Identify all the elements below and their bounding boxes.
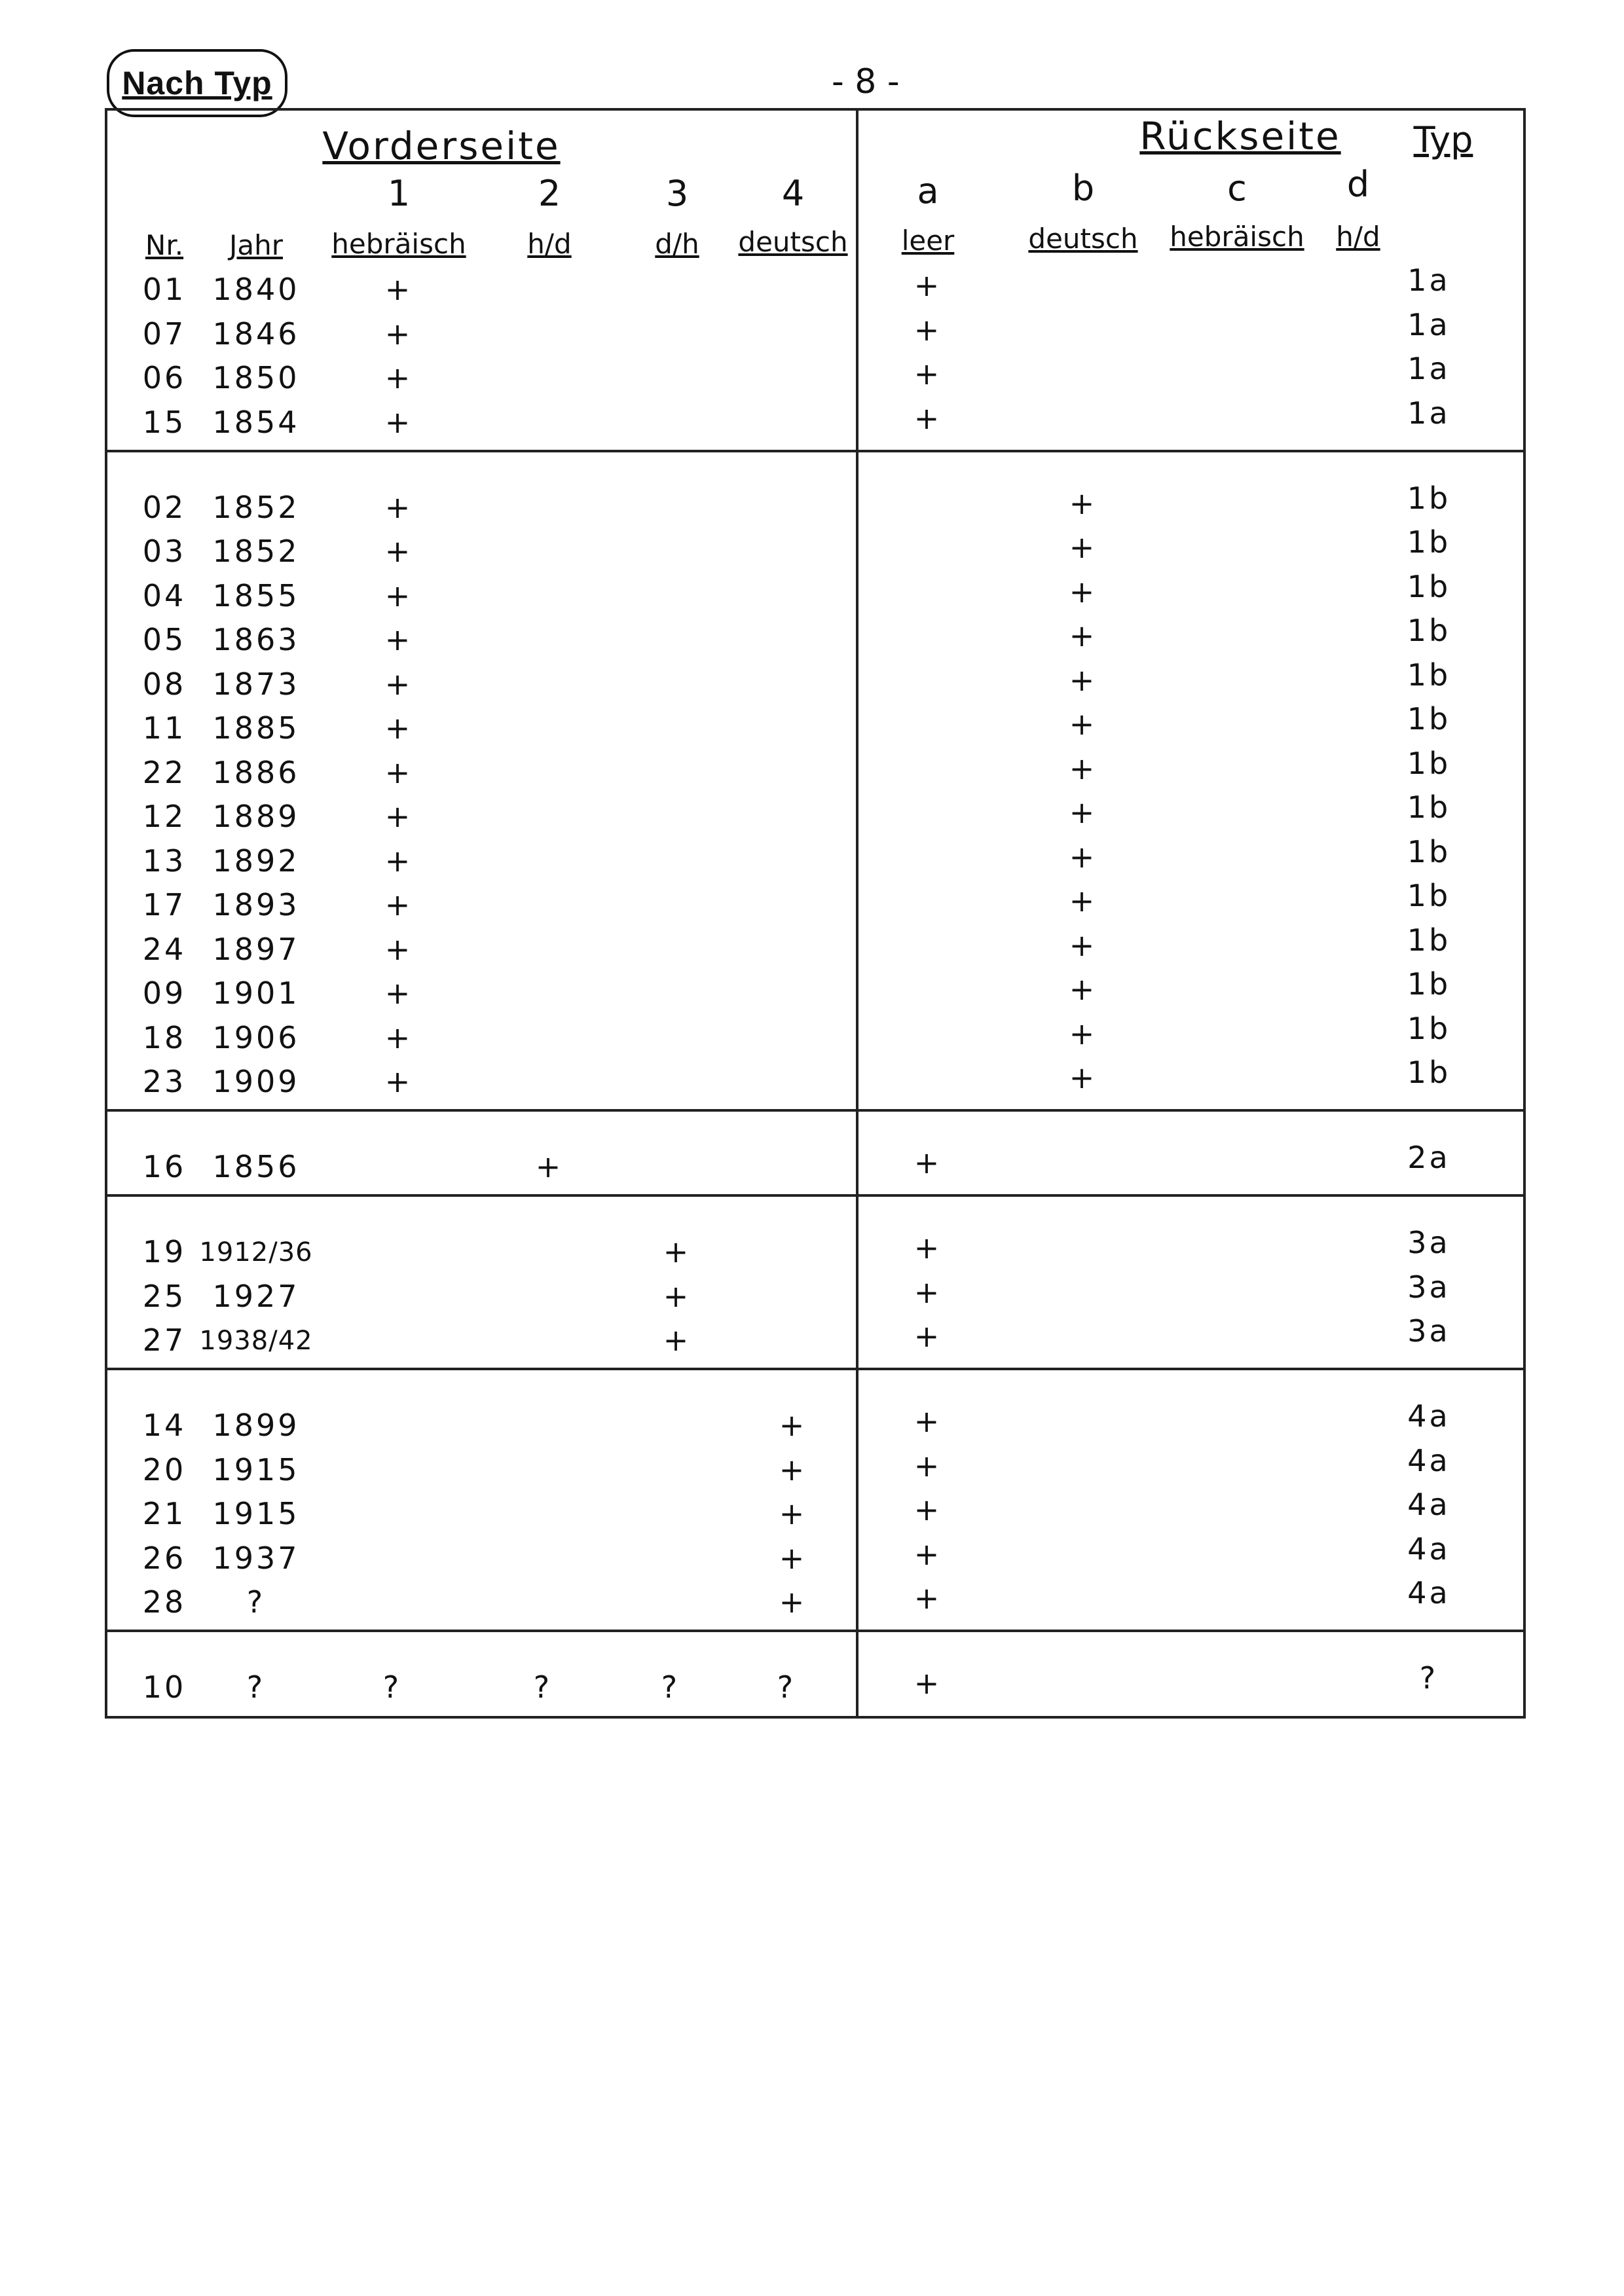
row-jahr: 1897 [212, 931, 300, 967]
front-plus-mark: + [384, 489, 413, 525]
back-plus-mark: + [1069, 972, 1098, 1007]
row-nr: 04 [142, 577, 187, 613]
row-nr: 09 [142, 975, 187, 1011]
back-hd-header: h/d [1336, 221, 1380, 253]
row-jahr: 1850 [212, 360, 300, 395]
row-typ: 1b [1407, 790, 1451, 825]
row-typ: ? [1419, 1660, 1439, 1696]
hebraisch-header: hebräisch [331, 228, 466, 260]
back-plus-mark: + [913, 356, 942, 392]
row-typ: 1b [1407, 524, 1451, 560]
front-col-4: 4 [781, 173, 805, 214]
front-unknown-mark: ? [661, 1669, 680, 1705]
back-plus-mark: + [1069, 927, 1098, 963]
group-divider [107, 1109, 1523, 1112]
row-nr: 02 [142, 489, 187, 525]
back-plus-mark: + [1069, 750, 1098, 786]
back-plus-mark: + [1069, 662, 1098, 698]
front-plus-mark: + [384, 534, 413, 569]
row-nr: 17 [142, 887, 187, 922]
back-plus-mark: + [1069, 1060, 1098, 1095]
row-typ: 1b [1407, 833, 1451, 869]
row-typ: 1a [1407, 395, 1450, 431]
front-plus-mark: + [384, 710, 413, 746]
front-plus-mark: + [779, 1408, 807, 1443]
front-plus-mark: + [384, 577, 413, 613]
front-plus-mark: + [384, 272, 413, 307]
group-divider [107, 450, 1523, 452]
row-nr: 26 [142, 1540, 187, 1576]
row-jahr: 1899 [212, 1408, 300, 1443]
front-unknown-mark: ? [382, 1669, 402, 1705]
back-plus-mark: + [1069, 485, 1098, 521]
row-nr: 11 [142, 710, 187, 746]
row-nr: 24 [142, 931, 187, 967]
row-typ: 1a [1407, 306, 1450, 342]
row-typ: 1a [1407, 351, 1450, 386]
row-typ: 1b [1407, 966, 1451, 1002]
back-col-b: b [1071, 168, 1095, 209]
row-nr: 15 [142, 404, 187, 440]
back-hebraisch-header: hebräisch [1170, 221, 1304, 253]
row-jahr: 1901 [212, 975, 300, 1011]
row-jahr: 1863 [212, 622, 300, 657]
front-plus-mark: + [779, 1496, 807, 1531]
back-plus-mark: + [1069, 574, 1098, 610]
row-jahr: 1909 [212, 1064, 300, 1099]
hd-header: h/d [527, 228, 572, 260]
row-jahr: 1892 [212, 843, 300, 879]
front-plus-mark: + [384, 843, 413, 879]
back-col-d: d [1346, 164, 1370, 205]
row-jahr: 1854 [212, 404, 300, 440]
front-plus-mark: + [384, 931, 413, 967]
row-nr: 16 [142, 1149, 187, 1184]
row-typ: 4a [1407, 1398, 1450, 1434]
back-plus-mark: + [913, 1319, 942, 1354]
back-plus-mark: + [913, 1274, 942, 1310]
row-typ: 1b [1407, 657, 1451, 693]
back-plus-mark: + [1069, 706, 1098, 742]
front-plus-mark: + [663, 1278, 692, 1314]
row-nr: 10 [142, 1669, 187, 1705]
front-plus-mark: + [779, 1451, 807, 1487]
row-jahr: 1852 [212, 534, 300, 569]
front-plus-mark: + [384, 975, 413, 1011]
back-plus-mark: + [913, 268, 942, 303]
row-typ: 4a [1407, 1487, 1450, 1522]
front-plus-mark: + [535, 1149, 564, 1184]
row-jahr: 1912/36 [199, 1237, 313, 1267]
back-plus-mark: + [1069, 795, 1098, 830]
row-nr: 03 [142, 534, 187, 569]
back-plus-mark: + [913, 1448, 942, 1484]
back-plus-mark: + [913, 1492, 942, 1527]
nr-header: Nr. [145, 229, 184, 261]
front-unknown-mark: ? [777, 1669, 796, 1705]
row-jahr: 1937 [212, 1540, 300, 1576]
row-typ: 1b [1407, 922, 1451, 958]
row-typ: 4a [1407, 1575, 1450, 1611]
back-plus-mark: + [1069, 1015, 1098, 1051]
row-jahr: 1906 [212, 1019, 300, 1055]
row-typ: 1a [1407, 263, 1450, 298]
row-jahr: ? [246, 1584, 266, 1620]
leer-header: leer [901, 225, 955, 257]
row-typ: 2a [1407, 1140, 1450, 1175]
row-typ: 4a [1407, 1531, 1450, 1567]
row-nr: 28 [142, 1584, 187, 1620]
row-nr: 18 [142, 1019, 187, 1055]
back-plus-mark: + [913, 1580, 942, 1616]
type-label-box [107, 49, 287, 117]
front-plus-mark: + [384, 404, 413, 440]
type-table [105, 108, 1526, 1719]
row-nr: 23 [142, 1064, 187, 1099]
back-plus-mark: + [913, 1230, 942, 1266]
row-typ: 1b [1407, 1055, 1451, 1090]
front-back-divider [856, 111, 858, 1716]
row-nr: 08 [142, 666, 187, 702]
row-nr: 05 [142, 622, 187, 657]
back-plus-mark: + [1069, 618, 1098, 653]
row-nr: 19 [142, 1234, 187, 1269]
row-typ: 3a [1407, 1225, 1450, 1260]
row-typ: 3a [1407, 1313, 1450, 1349]
front-col-2: 2 [538, 173, 561, 214]
row-nr: 06 [142, 360, 187, 395]
deutsch-header: deutsch [738, 226, 848, 258]
back-plus-mark: + [1069, 883, 1098, 919]
row-nr: 21 [142, 1496, 187, 1531]
typ-title: Typ [1413, 119, 1473, 160]
front-plus-mark: + [779, 1584, 807, 1620]
row-jahr: 1846 [212, 316, 300, 352]
type-label: Nach Typ [122, 65, 272, 101]
row-typ: 1b [1407, 613, 1451, 648]
back-plus-mark: + [1069, 839, 1098, 875]
front-plus-mark: + [384, 666, 413, 702]
row-jahr: 1927 [212, 1278, 300, 1314]
row-jahr: 1856 [212, 1149, 300, 1184]
page-number: - 8 - [832, 62, 900, 101]
row-jahr: 1852 [212, 489, 300, 525]
row-nr: 14 [142, 1408, 187, 1443]
row-jahr: ? [246, 1669, 266, 1705]
back-plus-mark: + [913, 1536, 942, 1572]
front-unknown-mark: ? [533, 1669, 553, 1705]
front-col-3: 3 [665, 173, 689, 214]
front-plus-mark: + [663, 1322, 692, 1358]
row-typ: 1b [1407, 878, 1451, 913]
front-plus-mark: + [384, 360, 413, 395]
row-jahr: 1855 [212, 577, 300, 613]
front-plus-mark: + [384, 799, 413, 834]
jahr-header: Jahr [229, 229, 284, 261]
group-divider [107, 1630, 1523, 1632]
row-nr: 01 [142, 272, 187, 307]
row-nr: 20 [142, 1451, 187, 1487]
row-typ: 1b [1407, 745, 1451, 781]
front-plus-mark: + [384, 887, 413, 922]
front-col-1: 1 [387, 173, 411, 214]
group-divider [107, 1194, 1523, 1197]
front-title: Vorderseite [322, 124, 561, 168]
front-plus-mark: + [663, 1234, 692, 1269]
row-typ: 1b [1407, 568, 1451, 604]
row-jahr: 1915 [212, 1496, 300, 1531]
row-nr: 12 [142, 799, 187, 834]
back-title: Rückseite [1139, 114, 1341, 158]
row-typ: 1b [1407, 480, 1451, 516]
front-plus-mark: + [384, 754, 413, 790]
row-jahr: 1889 [212, 799, 300, 834]
back-col-c: c [1227, 168, 1247, 209]
front-plus-mark: + [384, 1019, 413, 1055]
back-plus-mark: + [913, 312, 942, 348]
row-typ: 4a [1407, 1442, 1450, 1478]
row-typ: 1b [1407, 701, 1451, 737]
row-jahr: 1915 [212, 1451, 300, 1487]
back-plus-mark: + [913, 1404, 942, 1439]
row-typ: 1b [1407, 1010, 1451, 1046]
row-nr: 13 [142, 843, 187, 879]
back-deutsch-header: deutsch [1028, 223, 1138, 255]
front-plus-mark: + [384, 1064, 413, 1099]
row-jahr: 1885 [212, 710, 300, 746]
row-nr: 22 [142, 754, 187, 790]
row-jahr: 1886 [212, 754, 300, 790]
back-plus-mark: + [913, 1666, 942, 1701]
row-nr: 07 [142, 316, 187, 352]
row-nr: 25 [142, 1278, 187, 1314]
front-plus-mark: + [779, 1540, 807, 1576]
row-jahr: 1893 [212, 887, 300, 922]
row-nr: 27 [142, 1322, 187, 1358]
front-plus-mark: + [384, 622, 413, 657]
row-jahr: 1873 [212, 666, 300, 702]
front-plus-mark: + [384, 316, 413, 352]
back-plus-mark: + [1069, 530, 1098, 565]
group-divider [107, 1368, 1523, 1370]
row-jahr: 1938/42 [199, 1326, 313, 1356]
row-typ: 3a [1407, 1269, 1450, 1305]
back-plus-mark: + [913, 1145, 942, 1180]
row-jahr: 1840 [212, 272, 300, 307]
back-col-a: a [917, 170, 939, 211]
back-plus-mark: + [913, 400, 942, 436]
dh-header: d/h [655, 228, 699, 260]
